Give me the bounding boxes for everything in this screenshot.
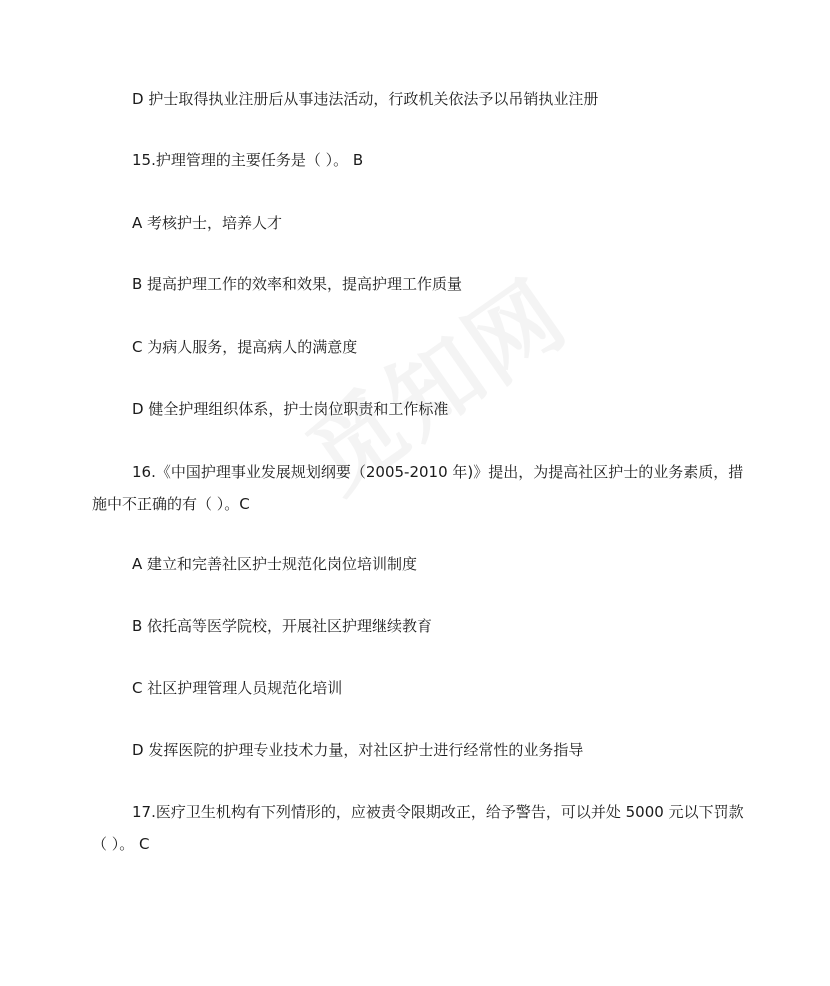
question-17: 17.医疗卫生机构有下列情形的，应被责令限期改正，给予警告，可以并处 5000 元以下罚款（ ）。 C	[92, 803, 744, 853]
option-d-q16: D 发挥医院的护理专业技术力量，对社区护士进行经常性的业务指导	[132, 741, 584, 759]
option-a-q16: A 建立和完善社区护士规范化岗位培训制度	[132, 555, 418, 573]
question-15: 15.护理管理的主要任务是（ ）。 B	[132, 151, 364, 169]
option-d-q15: D 健全护理组织体系，护士岗位职责和工作标准	[132, 400, 449, 418]
option-b-q15: B 提高护理工作的效率和效果，提高护理工作质量	[132, 275, 463, 293]
option-c-q16: C 社区护理管理人员规范化培训	[132, 679, 343, 697]
option-b-q16: B 依托高等医学院校，开展社区护理继续教育	[132, 617, 433, 635]
option-a-q15: A 考核护士，培养人才	[132, 214, 283, 232]
option-c-q15: C 为病人服务，提高病人的满意度	[132, 338, 358, 356]
option-d-q14: D 护士取得执业注册后从事违法活动，行政机关依法予以吊销执业注册	[132, 90, 599, 108]
question-16: 16.《中国护理事业发展规划纲要（2005-2010 年)》提出，为提高社区护士的业务素质，措施中不正确的有（ ）。C	[92, 463, 744, 513]
